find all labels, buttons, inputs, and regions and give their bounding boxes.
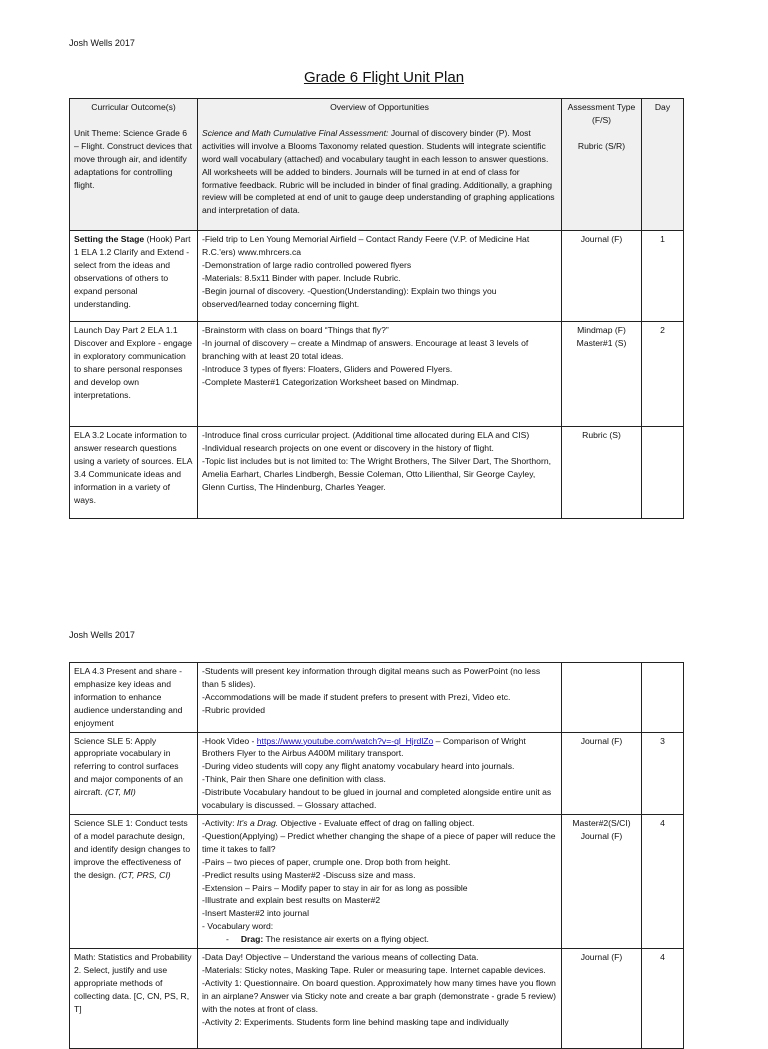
overview-line: -Think, Pair then Share one definition with class. (202, 774, 386, 785)
overview-line: -Predict results using Master#2 -Discuss size and mass. (202, 869, 416, 880)
overview-cell (198, 732, 562, 814)
overview-line: -Field trip to Len Young Memorial Airfield – Contact Randy Feere (V.P. of Medicine Hat R.C.'ers) www.mhrcers.ca (202, 234, 530, 257)
day-cell: 3 (642, 732, 684, 814)
assessment-cell: Journal (F) (562, 732, 642, 814)
overview-line: -Topic list includes but is not limited to: The Wright Brothers, The Silver Dart, The Shorthorn, Amelia Earhart, Charles Lindbergh, Bessie Coleman, Otto Lilienthal, Sir George Cayley, Glenn Curtiss, The Hindenburg, Charles Yeager. (202, 455, 551, 492)
overview-cell (198, 814, 562, 948)
overview-line: -Data Day! Objective – Understand the various means of collecting Data. (202, 952, 479, 963)
overview-line: -Question(Applying) – Predict whether changing the shape of a piece of paper will reduce the time it takes to fall? (202, 830, 556, 854)
outcome-codes: (CT, PRS, CI) (118, 869, 171, 880)
header-overview: Overview of Opportunities (330, 102, 429, 112)
overview-cell (198, 322, 562, 427)
outcome-cell: ELA 3.2 Locate information to answer research questions using a variety of sources. ELA 3.4 Communicate ideas and information in a variety of ways. (70, 427, 198, 519)
header-assessment: Assessment Type (F/S) (567, 102, 636, 125)
unit-theme-text: Unit Theme: Science Grade 6 – Flight. Construct devices that move through air, and identify adaptations for controlling flight. (74, 127, 192, 190)
table-row (70, 663, 684, 733)
overview-line: -Activity 2: Experiments. Students form line behind masking tape and individually (202, 1016, 509, 1027)
day-cell: 4 (642, 814, 684, 948)
bullet-dash: - (226, 934, 229, 945)
hook-video-line (202, 735, 557, 761)
overview-line: -Students will present key information through digital means such as PowerPoint (no less than 5 slides). (202, 666, 541, 689)
activity-suffix: Objective - Evaluate effect of drag on falling object. (278, 817, 475, 828)
overview-line: - Vocabulary word: (202, 921, 274, 932)
day-cell: 4 (642, 949, 684, 1049)
overview-line: -Pairs – two pieces of paper, crumple one. Drop both from height. (202, 856, 451, 867)
assessment-cell: Rubric (S) (562, 427, 642, 519)
overview-line: -Extension – Pairs – Modify paper to stay in air for as long as possible (202, 882, 468, 893)
table-row (70, 814, 684, 948)
overview-line: -Activity 1: Questionnaire. On board question. Approximately how many times have you flown in an airplane? Answer via Sticky note and create a bar graph (demonstrate - grade 5 review) with the notes at front of class. (202, 977, 556, 1014)
outcome-cell (70, 732, 198, 814)
overview-line: -Individual research projects on one event or discovery in the history of flight. (202, 442, 494, 453)
overview-line: -Materials: Sticky notes, Masking Tape. Ruler or measuring tape. Internet capable devices. (202, 964, 546, 975)
hook-video-link[interactable]: https://www.youtube.com/watch?v=-ql_HjrdlZo (256, 735, 434, 746)
unit-plan-table-page2 (69, 662, 684, 1049)
unit-plan-table-page1 (69, 98, 684, 519)
assessment-cell (562, 663, 642, 733)
activity-line (202, 817, 557, 830)
table-row (70, 732, 684, 814)
overview-line: -Begin journal of discovery. -Question(Understanding): Explain two things you observed/learned today concerning flight. (202, 285, 497, 309)
hook-prefix: -Hook Video - (202, 735, 257, 746)
setting-stage-label: Setting the Stage (74, 234, 145, 244)
cumulative-assessment-body: Journal of discovery binder (P). Most activities will involve a Blooms Taxonomy related question. Students will integrate scientific word wall vocabulary (attached) and vocabulary taught in each lesson to answer questions. All worksheets will be added to binders. Journals will be turned in at end of class for formative feedback. Rubric will be included in binder of final grading. Additionally, a graphing review will be completed at end of unit to gauge deep understanding of graphing applications and interpretation of data. (202, 127, 555, 216)
cumulative-assessment-text (202, 127, 557, 217)
activity-name: It's a Drag. (236, 817, 279, 828)
overview-line: -Rubric provided (202, 704, 266, 715)
cumulative-assessment-label: Science and Math Cumulative Final Assessment: (202, 127, 389, 138)
header-cell-outcomes (70, 99, 198, 231)
outcome-cell (70, 814, 198, 948)
overview-line: -Demonstration of large radio controlled powered flyers (202, 259, 412, 270)
table-row (70, 322, 684, 427)
overview-line: -Accommodations will be made if student prefers to present with Prezi, Video etc. (202, 691, 511, 702)
table-row (70, 427, 684, 519)
outcome-cell: Launch Day Part 2 ELA 1.1 Discover and Explore - engage in exploratory communication to share personal responses and develop own interpretations. (70, 322, 198, 427)
vocab-term: Drag: (240, 934, 264, 945)
assessment-cell: Journal (F) (562, 231, 642, 322)
header-outcomes: Curricular Outcome(s) (91, 102, 176, 112)
header-day: Day (654, 102, 671, 112)
vocab-definition: The resistance air exerts on a flying object. (263, 934, 429, 945)
header-cell-day (642, 99, 684, 231)
outcome-text: Science SLE 5: Apply appropriate vocabulary in referring to control surfaces and major components of an aircraft. (74, 735, 183, 798)
table-header-row (70, 99, 684, 231)
overview-cell (198, 949, 562, 1049)
overview-line: -Introduce final cross curricular project. (Additional time allocated during ELA and CIS) (202, 430, 530, 440)
overview-line: -Insert Master#2 into journal (202, 908, 309, 919)
overview-line: -Distribute Vocabulary handout to be glued in journal and completed alongside entire unit as vocabulary is discussed. – Glossary attached. (202, 787, 552, 811)
assessment-line: Master#1 (S) (576, 337, 627, 348)
overview-line: -Brainstorm with class on board “Things that fly?” (202, 325, 389, 335)
assessment-cell (562, 322, 642, 427)
vocabulary-bullet (202, 933, 557, 946)
overview-line: -Complete Master#1 Categorization Worksheet based on Mindmap. (202, 376, 459, 387)
header-author: Josh Wells 2017 (69, 38, 135, 48)
assessment-cell: Journal (F) (562, 949, 642, 1049)
overview-cell (198, 663, 562, 733)
day-cell: 1 (642, 231, 684, 322)
overview-line: -Introduce 3 types of flyers: Floaters, Gliders and Powered Flyers. (202, 363, 453, 374)
header-cell-overview (198, 99, 562, 231)
overview-cell (198, 427, 562, 519)
table-row (70, 949, 684, 1049)
assessment-line: Journal (F) (580, 830, 623, 841)
overview-line: -Materials: 8.5x11 Binder with paper. Include Rubric. (202, 272, 401, 283)
outcome-text: Science SLE 1: Conduct tests of a model parachute design, and identify design changes to improve the effectiveness of the design. (74, 817, 191, 880)
page-title: Grade 6 Flight Unit Plan (303, 69, 465, 86)
overview-line: -Illustrate and explain best results on Master#2 (202, 895, 381, 906)
outcome-cell: Math: Statistics and Probability 2. Select, justify and use appropriate methods of collecting data. [C, CN, PS, R, T] (70, 949, 198, 1049)
assessment-cell (562, 814, 642, 948)
overview-line: -During video students will copy any flight anatomy vocabulary heard into journals. (202, 761, 515, 772)
outcome-cell: ELA 4.3 Present and share - emphasize key ideas and information to enhance audience understanding and enjoyment (70, 663, 198, 733)
assessment-line: Master#2(S/CI) (572, 817, 631, 828)
activity-prefix: -Activity: (202, 817, 237, 828)
table-row (70, 231, 684, 322)
day-cell: 2 (642, 322, 684, 427)
assessment-line: Mindmap (F) (577, 325, 626, 335)
outcome-text: (Hook) Part 1 ELA 1.2 Clarify and Extend - select from the ideas and observations of others to expand personal understanding. (74, 234, 191, 309)
outcome-codes: (CT, MI) (105, 787, 136, 798)
outcome-cell (70, 231, 198, 322)
overview-cell (198, 231, 562, 322)
theme-assessment: Rubric (S/R) (577, 140, 626, 151)
header-cell-assessment (562, 99, 642, 231)
header-author-page2: Josh Wells 2017 (69, 630, 135, 640)
day-cell (642, 663, 684, 733)
hook-suffix: – Comparison of Wright Brothers Flyer to the Airbus A400M military transport. (202, 735, 526, 759)
overview-line: -In journal of discovery – create a Mindmap of answers. Encourage at least 3 levels of branching with at least 20 total ideas. (202, 337, 529, 361)
day-cell (642, 427, 684, 519)
